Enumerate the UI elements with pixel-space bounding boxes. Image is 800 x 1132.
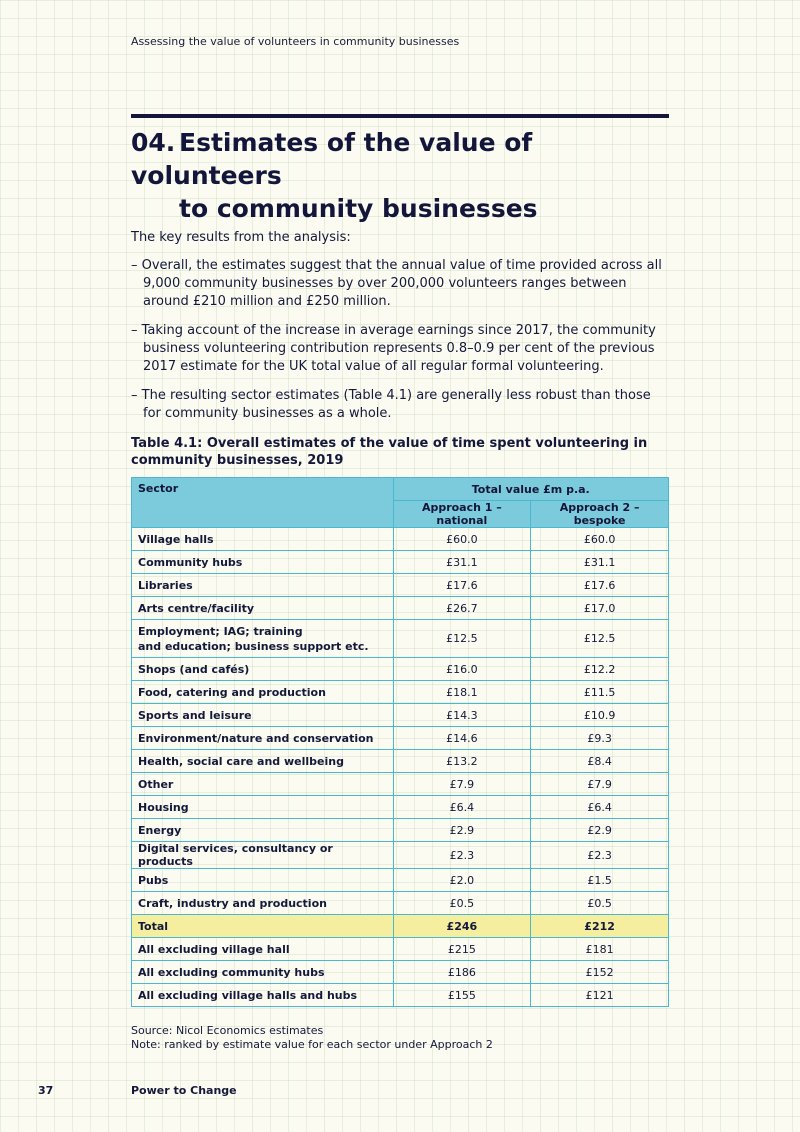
table-row <box>132 658 669 681</box>
approach-1-value: £186 <box>393 961 531 984</box>
section-title-line2: to community businesses <box>179 194 538 223</box>
sector-cell <box>132 915 394 938</box>
approach-1-value: £12.5 <box>393 620 531 658</box>
approach-1-value: £14.6 <box>393 727 531 750</box>
table-row <box>132 681 669 704</box>
approach-2-value: £1.5 <box>531 869 669 892</box>
sector-label: Total <box>138 919 169 933</box>
approach-2-value: £212 <box>531 915 669 938</box>
table-row <box>132 528 669 551</box>
approach-2-value: £17.0 <box>531 597 669 620</box>
sector-cell <box>132 819 394 842</box>
sector-label: Pubs <box>138 873 169 887</box>
sector-cell <box>132 528 394 551</box>
approach-1-value: £17.6 <box>393 574 531 597</box>
table-row <box>132 620 669 658</box>
approach-1-value: £246 <box>393 915 531 938</box>
sector-label: Employment; IAG; training <box>138 624 303 638</box>
sector-cell <box>132 750 394 773</box>
approach-1-value: £215 <box>393 938 531 961</box>
footnotes <box>131 1024 671 1052</box>
table-row <box>132 574 669 597</box>
sector-cell <box>132 681 394 704</box>
list-item: – Taking account of the increase in average earnings since 2017, the community business volunteering contribution represents 0.8–0.9 per cent of the previous 2017 estimate for the UK total value of all regular formal volunteering. <box>131 323 656 374</box>
footer-brand: Power to Change <box>131 1084 237 1097</box>
approach-1-value: £2.9 <box>393 819 531 842</box>
header-total-value: Total value £m p.a. <box>393 478 669 501</box>
sector-label: Digital services, consultancy or products <box>138 842 333 868</box>
table-row <box>132 961 669 984</box>
running-header: Assessing the value of volunteers in community businesses <box>131 35 460 48</box>
sector-label: Energy <box>138 823 182 837</box>
approach-2-value: £2.9 <box>531 819 669 842</box>
table-row <box>132 892 669 915</box>
section-title-line1: Estimates of the value of volunteers <box>131 128 533 190</box>
sector-label: Village halls <box>138 532 214 546</box>
value-table <box>131 477 669 1007</box>
sector-cell <box>132 984 394 1007</box>
approach-1-value: £60.0 <box>393 528 531 551</box>
sector-label: Other <box>138 777 174 791</box>
approach-2-value: £10.9 <box>531 704 669 727</box>
ranking-note: Note: ranked by estimate value for each sector under Approach 2 <box>131 1038 493 1051</box>
header-approach-1: Approach 1 – national <box>393 501 531 528</box>
sector-cell <box>132 796 394 819</box>
approach-2-value: £181 <box>531 938 669 961</box>
page-number: 37 <box>38 1084 54 1097</box>
approach-1-value: £2.3 <box>393 842 531 869</box>
source-note: Source: Nicol Economics estimates <box>131 1024 324 1037</box>
sector-label: All excluding village halls and hubs <box>138 988 358 1002</box>
sector-label: All excluding community hubs <box>138 965 325 979</box>
sector-label: Environment/nature and conservation <box>138 731 374 745</box>
list-item: – Overall, the estimates suggest that the annual value of time provided across all 9,000 community businesses by over 200,000 volunteers ranges between around £210 million and £250 million. <box>131 258 662 309</box>
table-row <box>132 727 669 750</box>
approach-1-value: £0.5 <box>393 892 531 915</box>
table-row <box>132 984 669 1007</box>
approach-1-value: £2.0 <box>393 869 531 892</box>
sector-cell <box>132 961 394 984</box>
sector-label: All excluding village hall <box>138 942 290 956</box>
header-approach-2: Approach 2 – bespoke <box>531 501 669 528</box>
approach-2-value: £9.3 <box>531 727 669 750</box>
table-row <box>132 938 669 961</box>
approach-2-value: £12.2 <box>531 658 669 681</box>
approach-2-value: £6.4 <box>531 796 669 819</box>
approach-2-value: £2.3 <box>531 842 669 869</box>
approach-1-value: £155 <box>393 984 531 1007</box>
key-results-list <box>131 257 671 434</box>
approach-2-value: £152 <box>531 961 669 984</box>
list-item: – The resulting sector estimates (Table 4.1) are generally less robust than those for community businesses as a whole. <box>131 388 651 421</box>
table-row <box>132 842 669 869</box>
sector-label: Community hubs <box>138 555 243 569</box>
approach-1-value: £7.9 <box>393 773 531 796</box>
approach-1-value: £31.1 <box>393 551 531 574</box>
sector-cell <box>132 658 394 681</box>
approach-1-value: £26.7 <box>393 597 531 620</box>
table-row <box>132 704 669 727</box>
sector-label: Libraries <box>138 578 193 592</box>
sector-label: Craft, industry and production <box>138 896 327 910</box>
sector-cell <box>132 551 394 574</box>
table-row <box>132 551 669 574</box>
table-caption: Table 4.1: Overall estimates of the value of time spent volunteering in community businesses, 2019 <box>131 436 648 468</box>
table-row <box>132 869 669 892</box>
table-row <box>132 597 669 620</box>
sector-cell <box>132 727 394 750</box>
approach-1-value: £14.3 <box>393 704 531 727</box>
table-row <box>132 750 669 773</box>
section-number: 04. <box>131 128 176 157</box>
approach-2-value: £60.0 <box>531 528 669 551</box>
sector-cell <box>132 773 394 796</box>
sector-label: Food, catering and production <box>138 685 326 699</box>
table-row <box>132 796 669 819</box>
table-row <box>132 773 669 796</box>
sector-label: Shops (and cafés) <box>138 662 250 676</box>
approach-1-value: £16.0 <box>393 658 531 681</box>
approach-2-value: £8.4 <box>531 750 669 773</box>
approach-2-value: £11.5 <box>531 681 669 704</box>
sector-label: Arts centre/facility <box>138 601 255 615</box>
sector-cell <box>132 892 394 915</box>
approach-1-value: £13.2 <box>393 750 531 773</box>
approach-1-value: £18.1 <box>393 681 531 704</box>
approach-2-value: £31.1 <box>531 551 669 574</box>
approach-2-value: £7.9 <box>531 773 669 796</box>
sector-cell <box>132 597 394 620</box>
sector-label: Health, social care and wellbeing <box>138 754 344 768</box>
sector-label-line2: and education; business support etc. <box>138 639 369 653</box>
approach-2-value: £17.6 <box>531 574 669 597</box>
approach-1-value: £6.4 <box>393 796 531 819</box>
section-title <box>131 126 691 225</box>
approach-2-value: £12.5 <box>531 620 669 658</box>
sector-cell <box>132 842 394 869</box>
sector-cell <box>132 574 394 597</box>
approach-2-value: £0.5 <box>531 892 669 915</box>
sector-cell <box>132 704 394 727</box>
sector-cell <box>132 938 394 961</box>
table-row <box>132 915 669 938</box>
sector-cell <box>132 620 394 658</box>
approach-2-value: £121 <box>531 984 669 1007</box>
intro-text: The key results from the analysis: <box>131 230 351 245</box>
table-row <box>132 819 669 842</box>
sector-cell <box>132 869 394 892</box>
sector-label: Housing <box>138 800 189 814</box>
header-sector: Sector <box>132 478 394 528</box>
title-rule <box>131 114 669 118</box>
sector-label: Sports and leisure <box>138 708 252 722</box>
